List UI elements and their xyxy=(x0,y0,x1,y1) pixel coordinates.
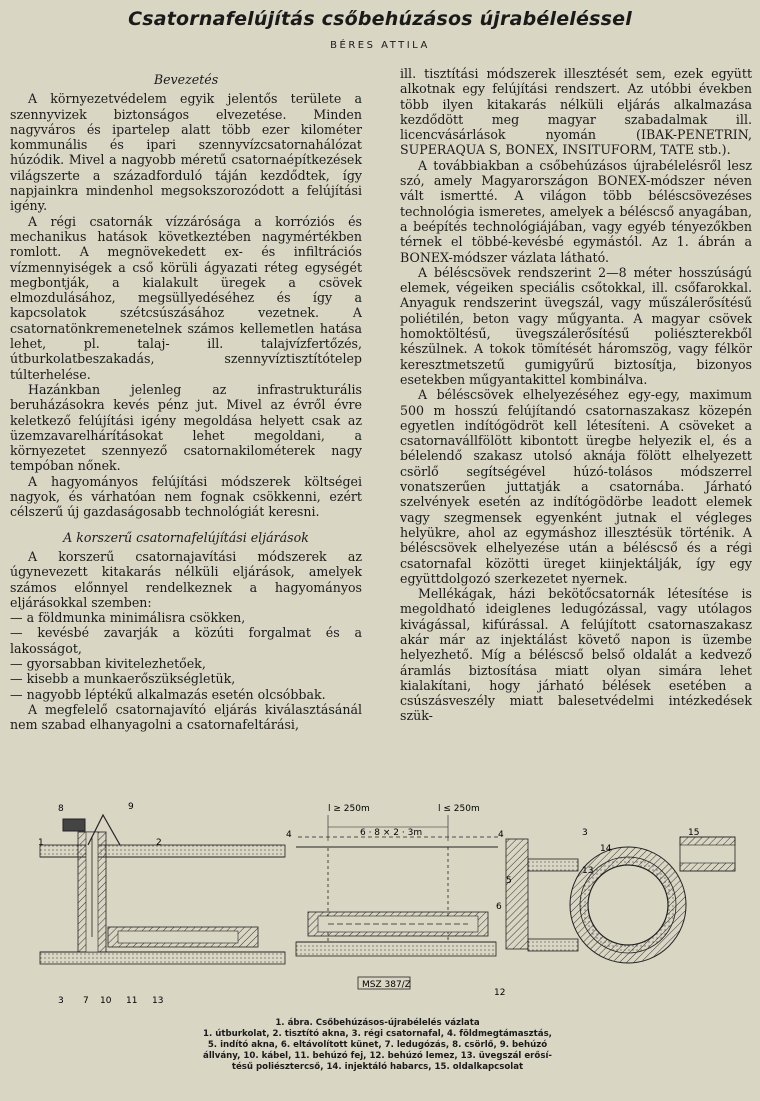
figure-label: 14 xyxy=(600,844,612,854)
dimension-label: l ≤ 250m xyxy=(438,804,480,814)
relining-diagram xyxy=(28,797,748,1017)
figure-label: 7 xyxy=(83,996,89,1006)
list-item: — gyorsabban kivitelezhetőek, xyxy=(10,655,206,671)
figure-label: 10 xyxy=(100,996,112,1006)
figure-label: 13 xyxy=(582,866,594,876)
figure-label: 4 xyxy=(498,830,504,840)
figure-label: 4 xyxy=(286,830,292,840)
caption-line: tésű poliésztercső, 14. injektáló habarcs, 15. oldalkapcsolat xyxy=(231,1062,524,1072)
dimension-label: 6 · 8 × 2 · 3m xyxy=(360,828,423,838)
figure-label: 9 xyxy=(128,802,134,812)
figure-label: 1 xyxy=(38,838,44,848)
figure-label: 15 xyxy=(688,828,700,838)
advantages-list xyxy=(10,610,362,702)
left-section-drawing xyxy=(40,815,285,964)
paragraph: A hagyományos felújítási módszerek költségei nagyok, és várhatóan nem fognak csökkenni, ezért célszerű új gazdaságosabb technológiát keresni. xyxy=(10,473,362,520)
stamp-label: MSZ 387/Z xyxy=(362,980,411,990)
figure-label: 11 xyxy=(126,996,138,1006)
figure-label: 3 xyxy=(58,996,64,1006)
figure-label: 3 xyxy=(582,828,588,838)
figure-label: 6 xyxy=(496,902,502,912)
paragraph: Hazánkban jelenleg az infrastrukturális beruházásokra kevés pénz jut. Mivel az évről évre keletkező felújítási igény megoldása helyett csak az üzemzavarelhárításokat lehet megoldani, a környezetet szennyező csatornakilométerek nagy tempóban nőnek. xyxy=(10,381,362,474)
figure-label: 12 xyxy=(494,988,506,998)
list-item: — nagyobb léptékű alkalmazás esetén olcsóbbak. xyxy=(10,686,326,702)
paragraph: A béléscsövek elhelyezéséhez egy-egy, maximum 500 m hosszú felújítandó csatornaszakasz közepén egyetlen indítógödröt kell létesíteni. A csöveket a csatornavállfölött kibontott üregbe helyezik el, és a bélelendő szakasz utolsó aknája fölött elhelyezett csörlő segítségével húzó-tolásos módszerrel vonatszerűen juttatják a csatornába. Járható szelvények esetén az indítógödörbe leadott elemek vagy szegmensek egyenként jutnak el végleges helyükre, ahol az egymáshoz illesztésük történik. A béléscsövek elhelyezése után a béléscső és a régi csatornafal közötti üreget kiinjektálják, így egy együttdolgozó szerkezetet nyernek. xyxy=(400,387,752,586)
figure-label: 13 xyxy=(152,996,164,1006)
section-heading-modern: A korszerű csatornafelújítási eljárások xyxy=(63,529,309,545)
figure-label: 5 xyxy=(506,876,512,886)
paragraph: A béléscsövek rendszerint 2—8 méter hosszúságú elemek, végeiken speciális csőtokkal, ill. csőfarokkal. Anyaguk rendszerint üvegszál, vagy műszálerősítésű poliétilén, beton vagy műgyanta. A magyar csövek homoktöltésű, üvegszálerősítésű poliészterekből készülnek. A tokok tömítését háromszög, vagy félkör keresztmetszetű gumigyűrű biztosítja, bizonyos esetekben műgyantakittel kombinálva. xyxy=(400,264,752,387)
paragraph: Mellékágak, házi bekötőcsatornák létesítése is megoldható ideiglenes ledugózással, vagy utólagos kivágással, kifúrással. A felújított csatornaszakasz akár már az injektálást követő napon is üzembe helyezhető. Míg a béléscső belső oldalát a kedvező áramlás biztosítása miatt olyan simára lehet kialakítani, hogy járható bélések esetében a csúszásveszély miatt balesetvédelmi intézkedések szük- xyxy=(400,586,752,724)
paragraph: A megfelelő csatornajavító eljárás kiválasztásánál nem szabad elhanyagolni a csatornafeltárási, xyxy=(10,701,362,733)
section-heading-intro: Bevezetés xyxy=(153,72,219,87)
paragraph: A korszerű csatornajavítási módszerek az úgynevezett kitakarás nélküli eljárások, amelyek számos előnnyel rendelkeznek a hagyományos eljárásokkal szemben: xyxy=(10,548,362,610)
article-author: BÉRES ATTILA xyxy=(330,40,430,51)
paragraph: A régi csatornák vízzárósága a korróziós és mechanikus hatások következtében nagymértékben romlott. A megnövekedett ex- és infiltrációs vízmennyiségek a cső körüli ágyazati réteg egységét megbontják, a kialakult üregek a csövek elmozdulásához, megsüllyedéséhez és így a kapcsolatok szétcsúszásához vezetnek. A csatornatönkremenetelnek számos kellemetlen hatása lehet, pl. talaj- ill. talajvízfertőzés, útburkolatbeszakadás, szennyvíztisztítótelep túlterhelése. xyxy=(10,213,362,382)
left-column xyxy=(10,68,362,732)
list-item: — a földmunka minimálisra csökken, xyxy=(10,610,246,626)
paragraph: A továbbiakban a csőbehúzásos újrabélelésről lesz szó, amely Magyarországon BONEX-módszer néven vált ismertté. A világon több béléscsövezéses technológia ismeretes, amelyek a béléscső anyagában, a beépítés technológiájában, vagy egyéb tényezőkben térnek el többé-kevésbé egymástól. Az 1. ábrán a BONEX-módszer vázlata látható. xyxy=(400,157,752,265)
cross-section-drawing xyxy=(570,837,735,963)
figure-label: 2 xyxy=(156,838,162,848)
list-item: — kisebb a munkaerőszükségletük, xyxy=(10,671,236,687)
right-column xyxy=(400,66,752,724)
paragraph: A környezetvédelem egyik jelentős területe a szennyvizek biztonságos elvezetése. Minden nagyváros és ipartelep alatt több ezer kilométer kommunális és ipari szennyvízcsatornahálózat húzódik. Mivel a nagyobb méretű csatornaépítkezések világszerte a századforduló táján kezdődtek, így napjainkra mindenhol megsokszorozódott a felújítási igény. xyxy=(10,91,362,214)
caption-line: 1. útburkolat, 2. tisztító akna, 3. régi csatornafal, 4. földmegtámasztás, xyxy=(203,1029,552,1039)
article-title: Csatornafelújítás csőbehúzásos újrabéleléssel xyxy=(128,8,632,30)
caption-title: 1. ábra. Csőbehúzásos-újrabélelés vázlata xyxy=(275,1018,480,1028)
dimension-label: l ≥ 250m xyxy=(328,804,370,814)
paragraph: ill. tisztítási módszerek illesztését sem, ezek együtt alkotnak egy felújítási rendszert. Az utóbbi években több ilyen kitakarás nélküli eljárás alkalmazása kezdődött meg magyar szabadalmak ill. licencvásárlások nyomán (IBAK-PENETRIN, SUPERAQUA S, BONEX, INSITUFORM, TATE stb.). xyxy=(400,66,752,158)
list-item: — kevésbé zavarják a közúti forgalmat és a lakosságot, xyxy=(10,625,362,656)
middle-section-drawing xyxy=(296,815,498,989)
right-shaft-drawing xyxy=(506,839,578,951)
caption-line: 5. indító akna, 6. eltávolított künet, 7. ledugózás, 8. csörlő, 9. behúzó xyxy=(207,1040,548,1050)
caption-line: állvány, 10. kábel, 11. behúzó fej, 12. behúzó lemez, 13. üvegszál erősí- xyxy=(203,1051,552,1061)
figure-label: 8 xyxy=(58,804,64,814)
figure-caption xyxy=(190,1018,565,1073)
